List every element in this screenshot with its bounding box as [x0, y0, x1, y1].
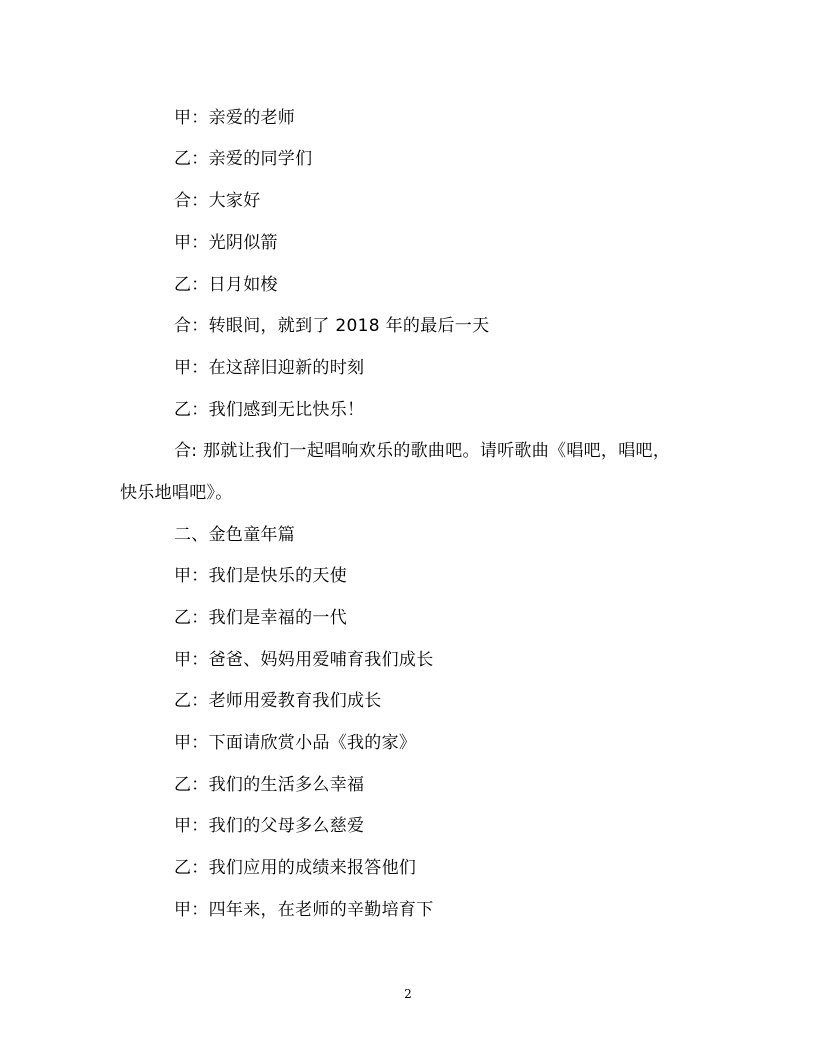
- text-line: 乙：我们的生活多么幸福: [174, 775, 365, 795]
- text-line: 甲：下面请欣赏小品《我的家》: [174, 733, 417, 753]
- text-line-continuation: 快乐地唱吧》。: [120, 483, 233, 503]
- section-heading: 二、金色童年篇: [174, 525, 296, 545]
- text-line: 合: 那就让我们一起唱响欢乐的歌曲吧。请听歌曲《唱吧，唱吧，: [174, 441, 671, 461]
- text-line: 乙：老师用爱教育我们成长: [174, 691, 382, 711]
- text-line: 乙：亲爱的同学们: [174, 149, 313, 169]
- text-line: 乙：日月如梭: [174, 275, 278, 295]
- text-line: 甲：爸爸、妈妈用爱哺育我们成长: [174, 650, 434, 670]
- text-line: 合：转眼间，就到了 2018 年的最后一天: [174, 316, 490, 336]
- text-line: 甲：亲爱的老师: [174, 108, 296, 128]
- text-line: 乙：我们应用的成绩来报答他们: [174, 858, 417, 878]
- text-line: 合：大家好: [174, 191, 261, 211]
- text-line: 乙：我们感到无比快乐！: [174, 400, 365, 420]
- text-line: 甲：光阴似箭: [174, 233, 278, 253]
- text-line: 甲：在这辞旧迎新的时刻: [174, 358, 365, 378]
- text-line: 乙：我们是幸福的一代: [174, 608, 347, 628]
- text-line: 甲：我们的父母多么慈爱: [174, 816, 365, 836]
- text-line: 甲：我们是快乐的天使: [174, 566, 347, 586]
- text-line: 甲：四年来，在老师的辛勤培育下: [174, 900, 434, 920]
- page-number: 2: [404, 987, 412, 1001]
